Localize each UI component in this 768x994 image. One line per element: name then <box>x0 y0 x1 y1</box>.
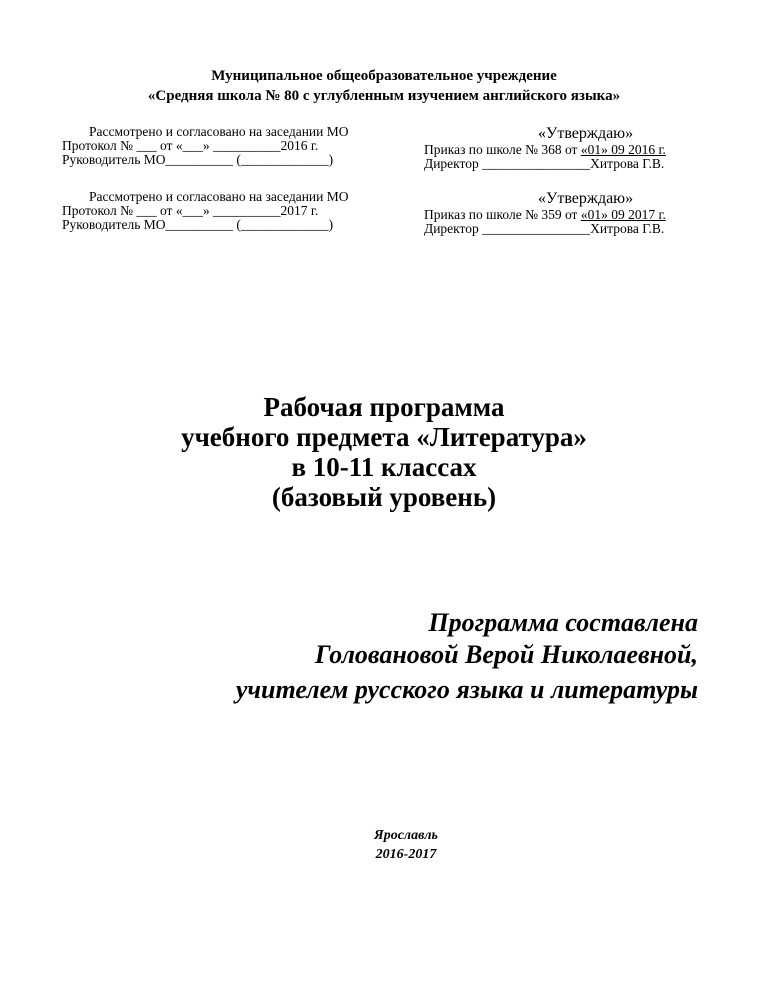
program-title <box>0 392 768 512</box>
approve-block-2017 <box>424 190 666 236</box>
mo-review-line: Рассмотрено и согласовано на заседании МО <box>89 124 349 139</box>
title-line4: (базовый уровень) <box>271 482 497 512</box>
school-header <box>0 66 768 106</box>
approve-title: «Утверждаю» <box>538 125 634 142</box>
author-line3: учителем русского языка и литературы <box>235 675 698 704</box>
mo-head-line: Руководитель МО__________ (_____________) <box>62 217 334 232</box>
mo-block-2017 <box>62 190 349 232</box>
title-line3: в 10-11 классах <box>291 452 477 482</box>
director-line: Директор ________________Хитрова Г.В. <box>424 221 665 236</box>
title-line1: Рабочая программа <box>263 392 505 422</box>
order-prefix: Приказ по школе № 368 от <box>424 142 581 157</box>
mo-head-line: Руководитель МО__________ (_____________) <box>62 152 334 167</box>
footer <box>0 826 768 864</box>
director-line: Директор ________________Хитрова Г.В. <box>424 156 665 171</box>
footer-years: 2016-2017 <box>375 847 437 862</box>
mo-block-2016 <box>62 125 349 167</box>
school-header-line1: Муниципальное общеобразовательное учреждение <box>211 68 557 84</box>
order-date: «01» 09 2016 г. <box>580 142 666 157</box>
approve-title: «Утверждаю» <box>538 190 634 207</box>
school-header-line2: «Средняя школа № 80 с углубленным изучением английского языка» <box>147 88 621 104</box>
title-line2: учебного предмета «Литература» <box>181 422 587 452</box>
author-line2: Головановой Верой Николаевной, <box>314 640 698 669</box>
mo-protocol-line: Протокол № ___ от «___» __________2016 г. <box>62 138 319 153</box>
order-date: «01» 09 2017 г. <box>580 207 666 222</box>
approve-block-2016 <box>424 125 666 171</box>
author-line1: Программа составлена <box>428 608 698 637</box>
mo-review-line: Рассмотрено и согласовано на заседании МО <box>89 189 349 204</box>
mo-protocol-line: Протокол № ___ от «___» __________2017 г. <box>62 203 319 218</box>
order-prefix: Приказ по школе № 359 от <box>424 207 581 222</box>
footer-city: Ярославль <box>374 828 438 843</box>
